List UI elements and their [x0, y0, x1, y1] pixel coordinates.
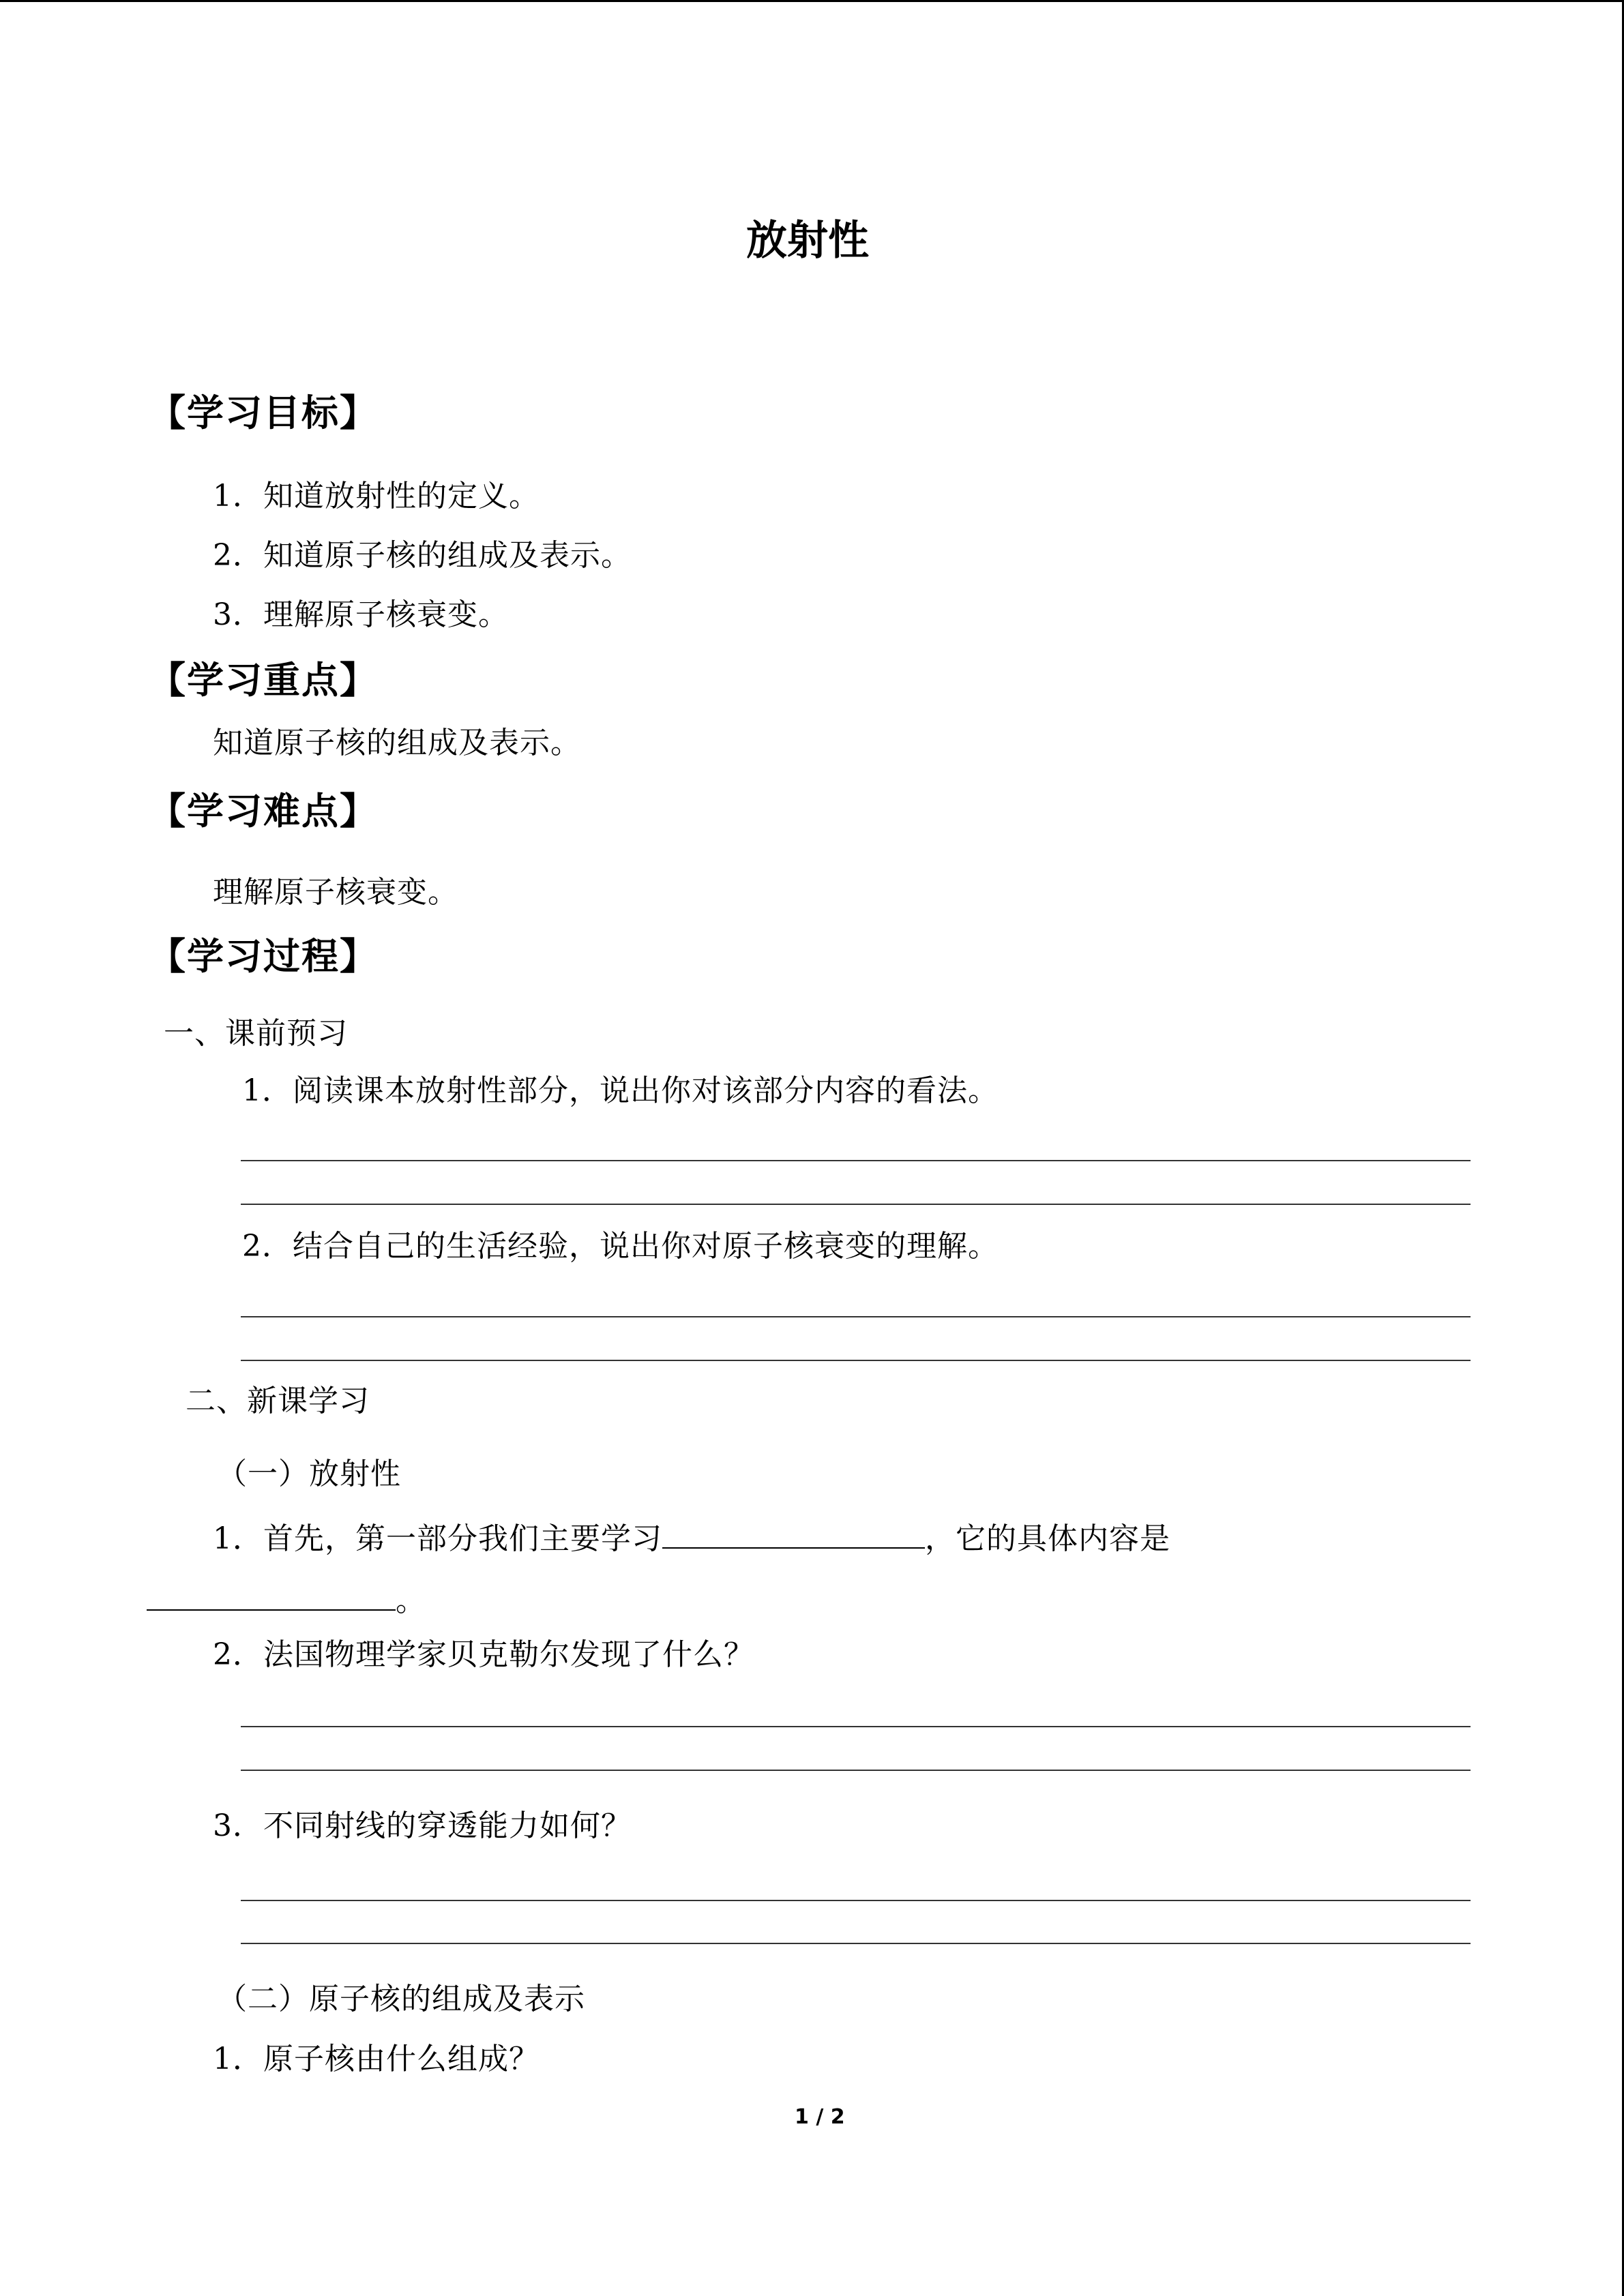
answer-line[interactable]: [241, 1770, 1471, 1771]
part2-question-1: 1．原子核由什么组成？: [213, 2042, 540, 2076]
difficulty-heading: 【学习难点】: [149, 789, 378, 833]
objectives-heading: 【学习目标】: [149, 391, 378, 434]
page-border-top: [0, 0, 1624, 2]
preview-question-2: 2．结合自己的生活经验，说出你对原子核衰变的理解。: [242, 1229, 999, 1264]
part2-heading: （二）原子核的组成及表示: [217, 1982, 585, 2016]
answer-line[interactable]: [241, 1726, 1471, 1727]
answer-line[interactable]: [241, 1160, 1471, 1161]
fill-in-question-1: [213, 1520, 1170, 1554]
objective-item-2: 2．知道原子核的组成及表示。: [213, 538, 632, 573]
part1-question-3: 3．不同射线的穿透能力如何？: [213, 1808, 632, 1843]
new-lesson-heading: 二、新课学习: [186, 1384, 370, 1418]
preview-question-1: 1．阅读课本放射性部分，说出你对该部分内容的看法。: [242, 1073, 999, 1108]
fill-in-middle: ，它的具体内容是: [925, 1521, 1170, 1556]
difficulty-text: 理解原子核衰变。: [213, 875, 458, 910]
fill-in-end: 。: [396, 1583, 426, 1618]
key-point-text: 知道原子核的组成及表示。: [213, 726, 581, 760]
fill-in-blank[interactable]: [147, 1582, 396, 1611]
answer-line[interactable]: [241, 1360, 1471, 1361]
answer-line[interactable]: [241, 1316, 1471, 1317]
page-number: 1 / 2: [795, 2105, 845, 2129]
answer-line[interactable]: [241, 1943, 1471, 1944]
fill-in-blank[interactable]: [662, 1520, 925, 1549]
answer-line[interactable]: [241, 1204, 1471, 1205]
answer-line[interactable]: [241, 1900, 1471, 1901]
objective-item-3: 3．理解原子核衰变。: [213, 597, 509, 632]
part1-heading: （一）放射性: [217, 1457, 401, 1491]
part1-question-2: 2．法国物理学家贝克勒尔发现了什么？: [213, 1637, 754, 1672]
fill-in-prefix: 1．首先，第一部分我们主要学习: [213, 1521, 662, 1556]
preview-heading: 一、课前预习: [164, 1016, 348, 1051]
process-heading: 【学习过程】: [149, 934, 378, 978]
key-point-heading: 【学习重点】: [149, 658, 378, 702]
document-title: 放射性: [746, 217, 869, 265]
fill-in-question-1-continued: [147, 1582, 426, 1616]
objective-item-1: 1．知道放射性的定义。: [213, 479, 540, 513]
